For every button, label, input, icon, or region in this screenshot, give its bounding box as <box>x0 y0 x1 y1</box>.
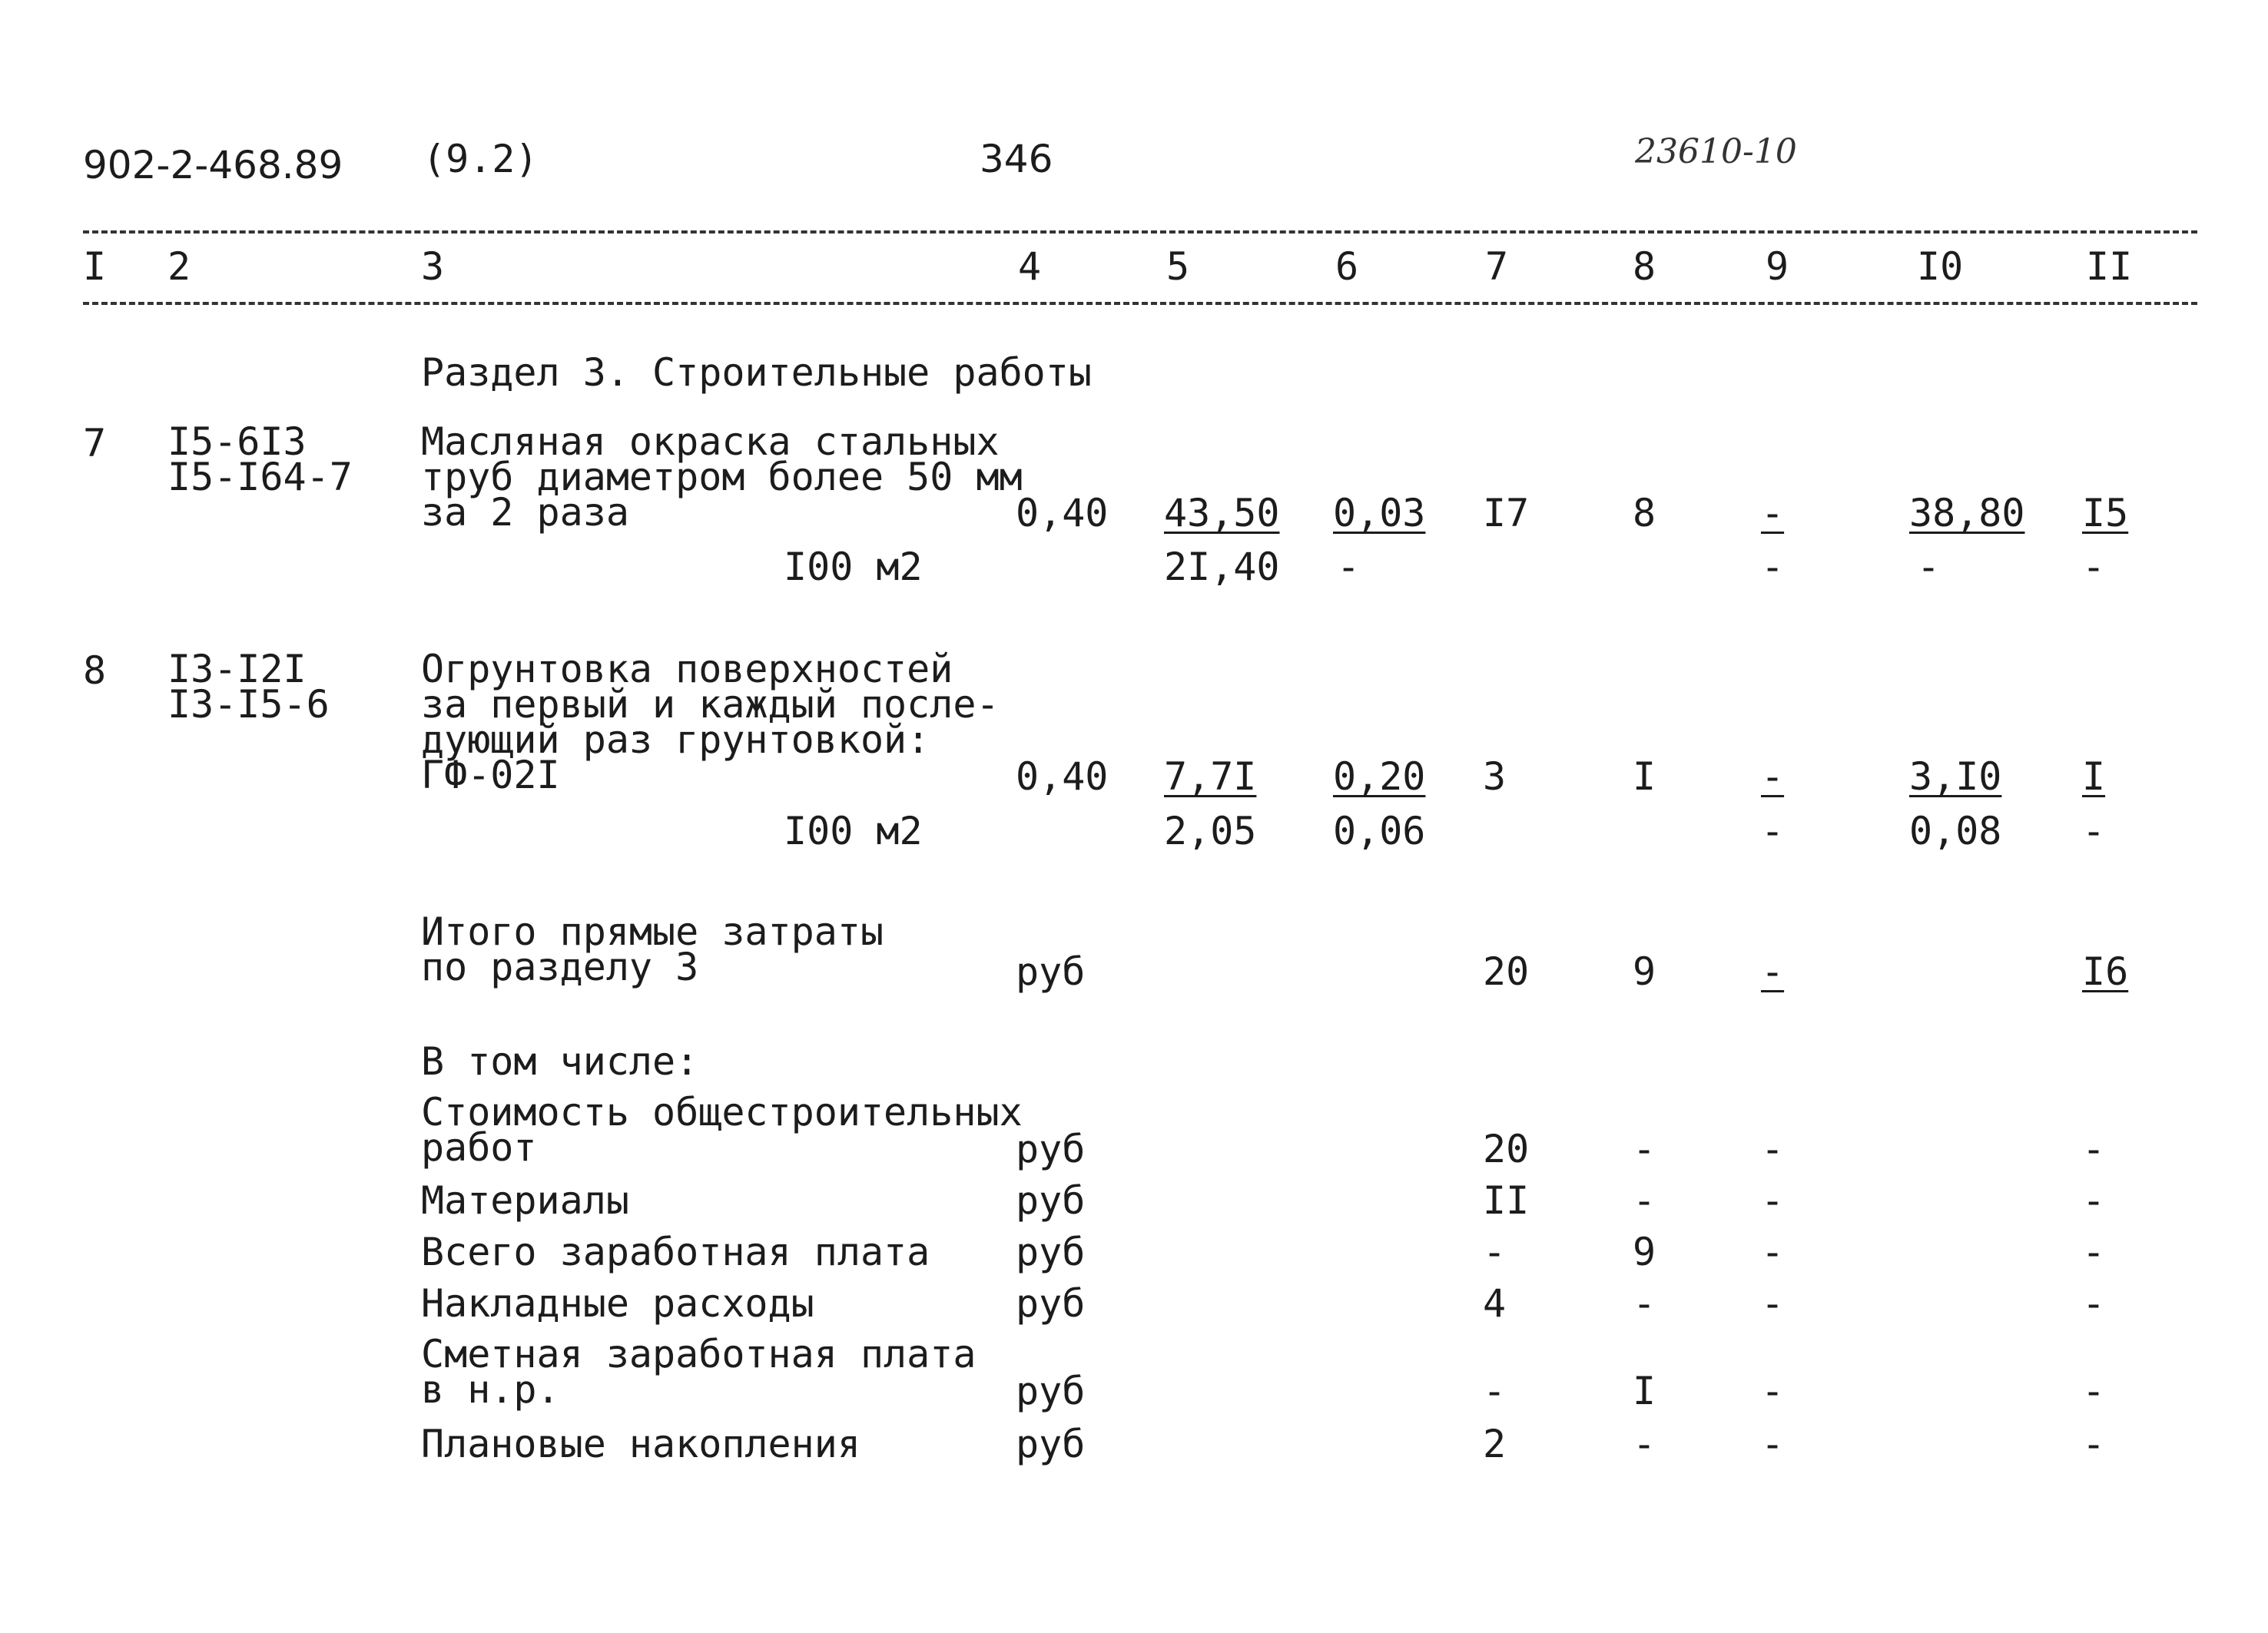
breakdown-col7: - <box>1483 1369 1507 1413</box>
breakdown-col11: - <box>2082 1422 2106 1466</box>
column-header: 5 <box>1166 244 1190 289</box>
row-description: Огрунтовка поверхностей за первый и каждый после- дующий раз грунтовкой: ГФ-02I <box>421 647 1000 797</box>
row-unit: I00 м2 <box>784 809 923 853</box>
breakdown-col11: - <box>2082 1369 2106 1413</box>
breakdown-col11: - <box>2082 1178 2106 1223</box>
cell-col9-top: - <box>1761 754 1785 799</box>
breakdown-col8: I <box>1633 1369 1656 1413</box>
cell-col7: 3 <box>1483 754 1507 799</box>
breakdown-label: Всего заработная плата <box>421 1230 930 1274</box>
cell-col9-bottom: - <box>1761 545 1785 589</box>
breakdown-unit: руб <box>1016 1369 1086 1413</box>
breakdown-col11: - <box>2082 1281 2106 1326</box>
column-header: 6 <box>1335 244 1359 289</box>
breakdown-unit: руб <box>1016 1127 1086 1171</box>
column-header: II <box>2086 244 2133 289</box>
cell-col6-top: 0,20 <box>1333 754 1426 799</box>
total-col9: - <box>1761 949 1785 994</box>
breakdown-col7: II <box>1483 1178 1530 1223</box>
cell-col11-bottom: - <box>2082 809 2106 853</box>
row-description: Масляная окраска стальных труб диаметром более 50 мм за 2 раза <box>421 419 1023 535</box>
breakdown-label: Накладные расходы <box>421 1281 814 1326</box>
breakdown-col11: - <box>2082 1230 2106 1274</box>
breakdown-col8: - <box>1633 1422 1656 1466</box>
row-codes: I5-6I3 I5-I64-7 <box>167 419 353 499</box>
breakdown-label: Материалы <box>421 1178 629 1223</box>
breakdown-unit: руб <box>1016 1281 1086 1326</box>
row-codes: I3-I2I I3-I5-6 <box>167 647 330 727</box>
breakdown-col7: 2 <box>1483 1422 1507 1466</box>
section-title: Раздел 3. Строительные работы <box>421 350 1092 395</box>
cell-col4: 0,40 <box>1016 754 1109 799</box>
breakdown-col7: 20 <box>1483 1127 1530 1171</box>
breakdown-col9: - <box>1761 1178 1785 1223</box>
cell-col5-top: 43,50 <box>1164 491 1280 535</box>
cell-col7: I7 <box>1483 491 1530 535</box>
handwritten-code: 23610-10 <box>1635 132 1797 171</box>
breakdown-col11: - <box>2082 1127 2106 1171</box>
cell-col11-bottom: - <box>2082 545 2106 589</box>
column-header: I0 <box>1917 244 1964 289</box>
breakdown-unit: руб <box>1016 1422 1086 1466</box>
column-header: I <box>83 244 107 289</box>
total-col11: I6 <box>2082 949 2129 994</box>
cell-col10-top: 3,I0 <box>1909 754 2002 799</box>
cell-col9-bottom: - <box>1761 809 1785 853</box>
breakdown-col9: - <box>1761 1369 1785 1413</box>
breakdown-col8: - <box>1633 1127 1656 1171</box>
cell-col11-top: I5 <box>2082 491 2129 535</box>
total-col7: 20 <box>1483 949 1530 994</box>
breakdown-unit: руб <box>1016 1230 1086 1274</box>
cell-col5-top: 7,7I <box>1164 754 1257 799</box>
page-number: 346 <box>980 137 1053 181</box>
breakdown-col7: - <box>1483 1230 1507 1274</box>
cell-col10-top: 38,80 <box>1909 491 2025 535</box>
column-header: 7 <box>1485 244 1509 289</box>
cell-col5-bottom: 2,05 <box>1164 809 1257 853</box>
row-number: 8 <box>83 648 107 693</box>
breakdown-col8: 9 <box>1633 1230 1656 1274</box>
cell-col8: I <box>1633 754 1656 799</box>
cell-col6-bottom: 0,06 <box>1333 809 1426 853</box>
column-header: 8 <box>1633 244 1656 289</box>
including-label: В том числе: <box>421 1039 699 1084</box>
row-unit: I00 м2 <box>784 545 923 589</box>
header-top-divider <box>83 230 2197 234</box>
row-number: 7 <box>83 421 107 465</box>
cell-col6-top: 0,03 <box>1333 491 1426 535</box>
breakdown-unit: руб <box>1016 1178 1086 1223</box>
cell-col9-top: - <box>1761 491 1785 535</box>
column-header: 9 <box>1766 244 1789 289</box>
breakdown-col9: - <box>1761 1127 1785 1171</box>
total-unit: руб <box>1016 949 1086 994</box>
cell-col10-bottom: 0,08 <box>1909 809 2002 853</box>
document-code: 902-2-468.89 <box>83 143 343 187</box>
header-bottom-divider <box>83 302 2197 305</box>
cell-col11-top: I <box>2082 754 2106 799</box>
breakdown-col9: - <box>1761 1422 1785 1466</box>
cell-col6-bottom: - <box>1337 545 1361 589</box>
cell-col4: 0,40 <box>1016 491 1109 535</box>
column-header: 3 <box>421 244 445 289</box>
cell-col5-bottom: 2I,40 <box>1164 545 1280 589</box>
breakdown-label: Сметная заработная плата в н.р. <box>421 1332 976 1412</box>
breakdown-label: Стоимость общестроительных работ <box>421 1090 1023 1170</box>
breakdown-col9: - <box>1761 1281 1785 1326</box>
column-header: 4 <box>1018 244 1042 289</box>
breakdown-col8: - <box>1633 1178 1656 1223</box>
total-col8: 9 <box>1633 949 1656 994</box>
breakdown-col9: - <box>1761 1230 1785 1274</box>
breakdown-col7: 4 <box>1483 1281 1507 1326</box>
breakdown-label: Плановые накопления <box>421 1422 860 1466</box>
cell-col8: 8 <box>1633 491 1656 535</box>
total-label: Итого прямые затраты по разделу 3 <box>421 909 884 989</box>
section-reference: (9.2) <box>423 137 539 181</box>
breakdown-col8: - <box>1633 1281 1656 1326</box>
cell-col10-bottom: - <box>1917 545 1941 589</box>
column-header: 2 <box>167 244 191 289</box>
